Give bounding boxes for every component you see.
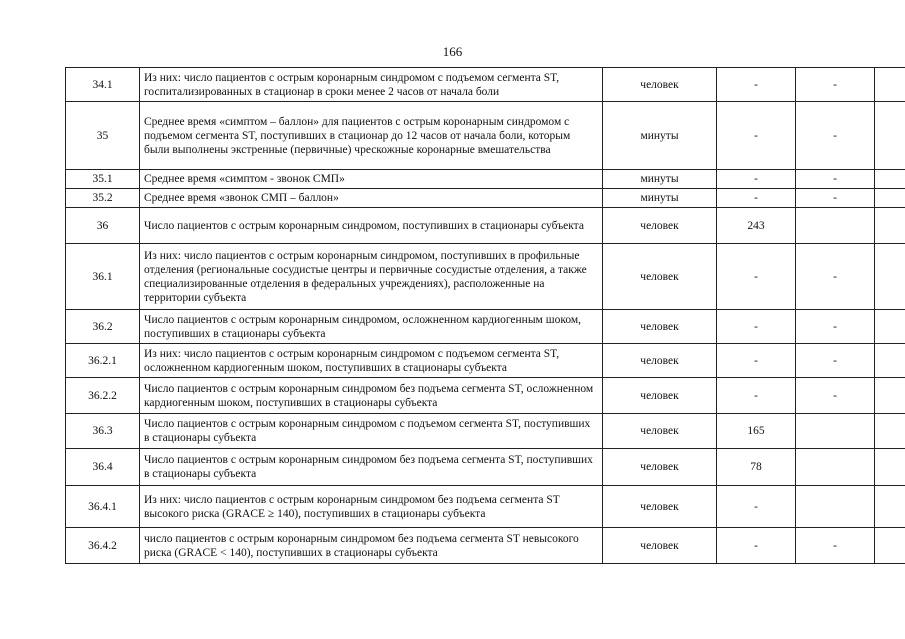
row-value-2 <box>796 414 875 449</box>
row-unit: человек <box>603 486 717 528</box>
row-value-2: - <box>796 310 875 344</box>
row-blank <box>875 486 905 528</box>
row-description: Из них: число пациентов с острым коронарным синдромом, поступивших в профильные отделения (региональные сосудистые центры и первичные сосудистые отделения, а также специализированные отделения в федеральных учреждениях), расположенные на территории субъекта <box>140 244 603 310</box>
row-number: 35.2 <box>66 189 140 208</box>
row-value-2 <box>796 486 875 528</box>
row-number: 36 <box>66 208 140 244</box>
row-unit: человек <box>603 68 717 102</box>
row-number: 36.2 <box>66 310 140 344</box>
table-row <box>66 378 905 414</box>
row-value-1: 78 <box>717 449 796 486</box>
row-value-2: - <box>796 244 875 310</box>
row-unit: минуты <box>603 102 717 170</box>
row-blank <box>875 414 905 449</box>
table-row <box>66 486 905 528</box>
row-value-2 <box>796 208 875 244</box>
row-blank <box>875 208 905 244</box>
row-blank <box>875 449 905 486</box>
row-blank <box>875 378 905 414</box>
row-value-1: - <box>717 378 796 414</box>
table-row <box>66 102 905 170</box>
row-description: число пациентов с острым коронарным синдромом без подъема сегмента ST невысокого риска (GRACE < 140), поступивших в стационары субъекта <box>140 528 603 564</box>
row-unit: человек <box>603 344 717 378</box>
row-description: Из них: число пациентов с острым коронарным синдромом с подъемом сегмента ST, госпитализированных в стационар в сроки менее 2 часов от начала боли <box>140 68 603 102</box>
row-description: Число пациентов с острым коронарным синдромом без подъема сегмента ST, осложненном кардиогенным шоком, поступивших в стационары субъекта <box>140 378 603 414</box>
row-value-1: - <box>717 486 796 528</box>
row-value-1: 165 <box>717 414 796 449</box>
row-value-2: - <box>796 170 875 189</box>
row-unit: человек <box>603 378 717 414</box>
row-number: 36.1 <box>66 244 140 310</box>
row-description: Среднее время «симптом – баллон» для пациентов с острым коронарным синдромом с подъемом сегмента ST, поступивших в стационар до 12 часов от начала боли, которым были выполнены экстренные (первичные) чрескожные коронарные вмешательства <box>140 102 603 170</box>
row-unit: человек <box>603 449 717 486</box>
row-blank <box>875 189 905 208</box>
table-row <box>66 528 905 564</box>
row-unit: человек <box>603 208 717 244</box>
row-number: 36.3 <box>66 414 140 449</box>
row-number: 35 <box>66 102 140 170</box>
row-value-2 <box>796 449 875 486</box>
row-value-1: - <box>717 170 796 189</box>
row-blank <box>875 68 905 102</box>
row-blank <box>875 244 905 310</box>
row-unit: минуты <box>603 170 717 189</box>
row-blank <box>875 344 905 378</box>
row-description: Среднее время «звонок СМП – баллон» <box>140 189 603 208</box>
row-description: Число пациентов с острым коронарным синдромом без подъема сегмента ST, поступивших в стационары субъекта <box>140 449 603 486</box>
table-row <box>66 189 905 208</box>
row-unit: человек <box>603 414 717 449</box>
row-number: 35.1 <box>66 170 140 189</box>
row-value-2: - <box>796 102 875 170</box>
row-value-1: - <box>717 528 796 564</box>
row-blank <box>875 310 905 344</box>
row-blank <box>875 528 905 564</box>
row-value-1: - <box>717 102 796 170</box>
row-value-1: - <box>717 310 796 344</box>
row-value-1: - <box>717 68 796 102</box>
row-value-1: 243 <box>717 208 796 244</box>
row-number: 36.4.2 <box>66 528 140 564</box>
row-value-2: - <box>796 528 875 564</box>
row-description: Число пациентов с острым коронарным синдромом, поступивших в стационары субъекта <box>140 208 603 244</box>
row-unit: человек <box>603 244 717 310</box>
row-number: 36.4.1 <box>66 486 140 528</box>
table-row <box>66 208 905 244</box>
row-blank <box>875 170 905 189</box>
table-row <box>66 68 905 102</box>
row-number: 36.4 <box>66 449 140 486</box>
row-value-2: - <box>796 378 875 414</box>
row-description: Среднее время «симптом - звонок СМП» <box>140 170 603 189</box>
row-number: 36.2.2 <box>66 378 140 414</box>
row-value-1: - <box>717 189 796 208</box>
row-unit: человек <box>603 310 717 344</box>
row-unit: человек <box>603 528 717 564</box>
table-row <box>66 449 905 486</box>
indicator-table <box>65 67 905 564</box>
row-value-1: - <box>717 244 796 310</box>
row-value-2: - <box>796 189 875 208</box>
row-blank <box>875 102 905 170</box>
row-description: Число пациентов с острым коронарным синдромом, осложненном кардиогенным шоком, поступивших в стационары субъекта <box>140 310 603 344</box>
row-description: Из них: число пациентов с острым коронарным синдромом без подъема сегмента ST высокого риска (GRACE ≥ 140), поступивших в стационары субъекта <box>140 486 603 528</box>
row-unit: минуты <box>603 189 717 208</box>
row-description: Число пациентов с острым коронарным синдромом с подъемом сегмента ST, поступивших в стационары субъекта <box>140 414 603 449</box>
table-row <box>66 414 905 449</box>
row-number: 34.1 <box>66 68 140 102</box>
row-value-1: - <box>717 344 796 378</box>
page-number: 166 <box>442 44 463 59</box>
table-row <box>66 344 905 378</box>
table-row <box>66 244 905 310</box>
table-row <box>66 170 905 189</box>
row-value-2: - <box>796 68 875 102</box>
row-number: 36.2.1 <box>66 344 140 378</box>
row-description: Из них: число пациентов с острым коронарным синдромом с подъемом сегмента ST, осложненном кардиогенным шоком, поступивших в стационары субъекта <box>140 344 603 378</box>
table-row <box>66 310 905 344</box>
row-value-2: - <box>796 344 875 378</box>
